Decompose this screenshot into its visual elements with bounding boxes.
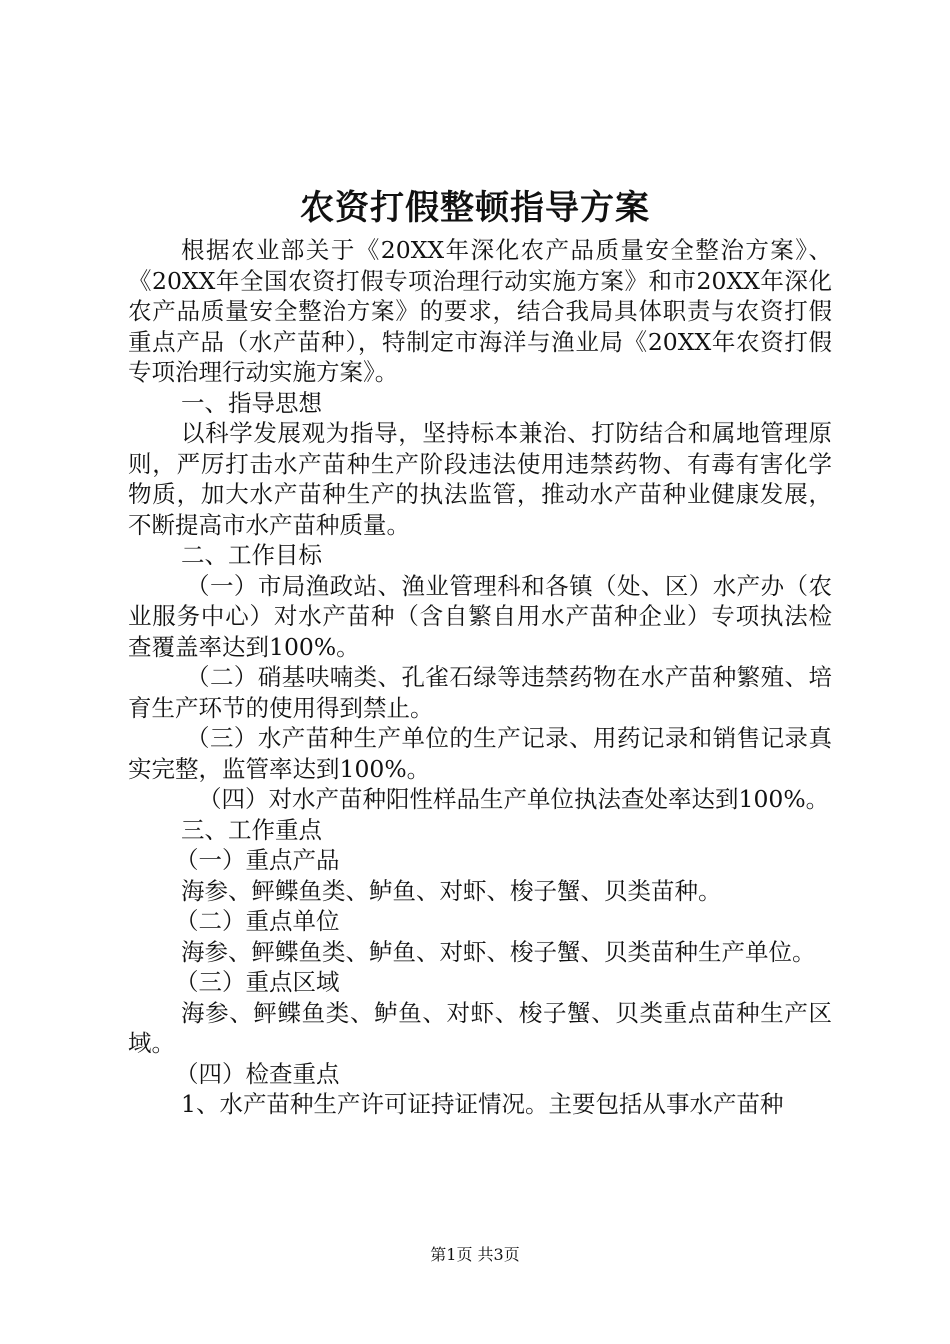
subheading-key-areas: （三）重点区域 (175, 968, 340, 996)
document-body (128, 235, 832, 1120)
section-heading-guiding-ideology: 一、指导思想 (181, 388, 322, 417)
page-number-footer: 第1页 共3页 (430, 1245, 520, 1264)
key-areas-paragraph: 海参、鲆鲽鱼类、鲈鱼、对虾、梭子蟹、贝类重点苗种生产区域。 (128, 998, 832, 1057)
section-heading-work-focus: 三、工作重点 (181, 815, 322, 844)
guiding-ideology-paragraph: 以科学发展观为指导，坚持标本兼治、打防结合和属地管理原则，严厉打击水产苗种生产阶段违法使用违禁药物、有毒有害化学物质，加大水产苗种生产的执法监管，推动水产苗种业健康发展，不断提高市水产苗种质量。 (128, 419, 832, 539)
intro-paragraph: 根据农业部关于《20XX年深化农产品质量安全整治方案》、《20XX年全国农资打假专项治理行动实施方案》和市20XX年深化农产品质量安全整治方案》的要求，结合我局具体职责与农资打假重点产品（水产苗种），特制定市海洋与渔业局《20XX年农资打假专项治理行动实施方案》。 (128, 236, 832, 386)
work-goal-item-1: （一）市局渔政站、渔业管理科和各镇（处、区）水产办（农业服务中心）对水产苗种（含自繁自用水产苗种企业）专项执法检查覆盖率达到100%。 (128, 571, 832, 661)
subheading-key-products: （一）重点产品 (175, 846, 340, 874)
subheading-key-units: （二）重点单位 (175, 907, 340, 935)
work-goal-item-2: （二）硝基呋喃类、孔雀石绿等违禁药物在水产苗种繁殖、培育生产环节的使用得到禁止。 (128, 663, 832, 722)
work-goal-item-3: （三）水产苗种生产单位的生产记录、用药记录和销售记录真实完整，监管率达到100%。 (128, 724, 832, 783)
key-products-paragraph: 海参、鲆鲽鱼类、鲈鱼、对虾、梭子蟹、贝类苗种。 (181, 876, 722, 905)
document-title: 农资打假整顿指导方案 (300, 188, 650, 228)
work-goal-item-4: （四）对水产苗种阳性样品生产单位执法查处率达到100%。 (198, 785, 830, 813)
key-units-paragraph: 海参、鲆鲽鱼类、鲈鱼、对虾、梭子蟹、贝类苗种生产单位。 (181, 937, 816, 966)
section-heading-work-goals: 二、工作目标 (181, 541, 322, 569)
inspection-item-1: 1、水产苗种生产许可证持证情况。主要包括从事水产苗种 (181, 1090, 784, 1118)
subheading-inspection-focus: （四）检查重点 (175, 1059, 340, 1088)
